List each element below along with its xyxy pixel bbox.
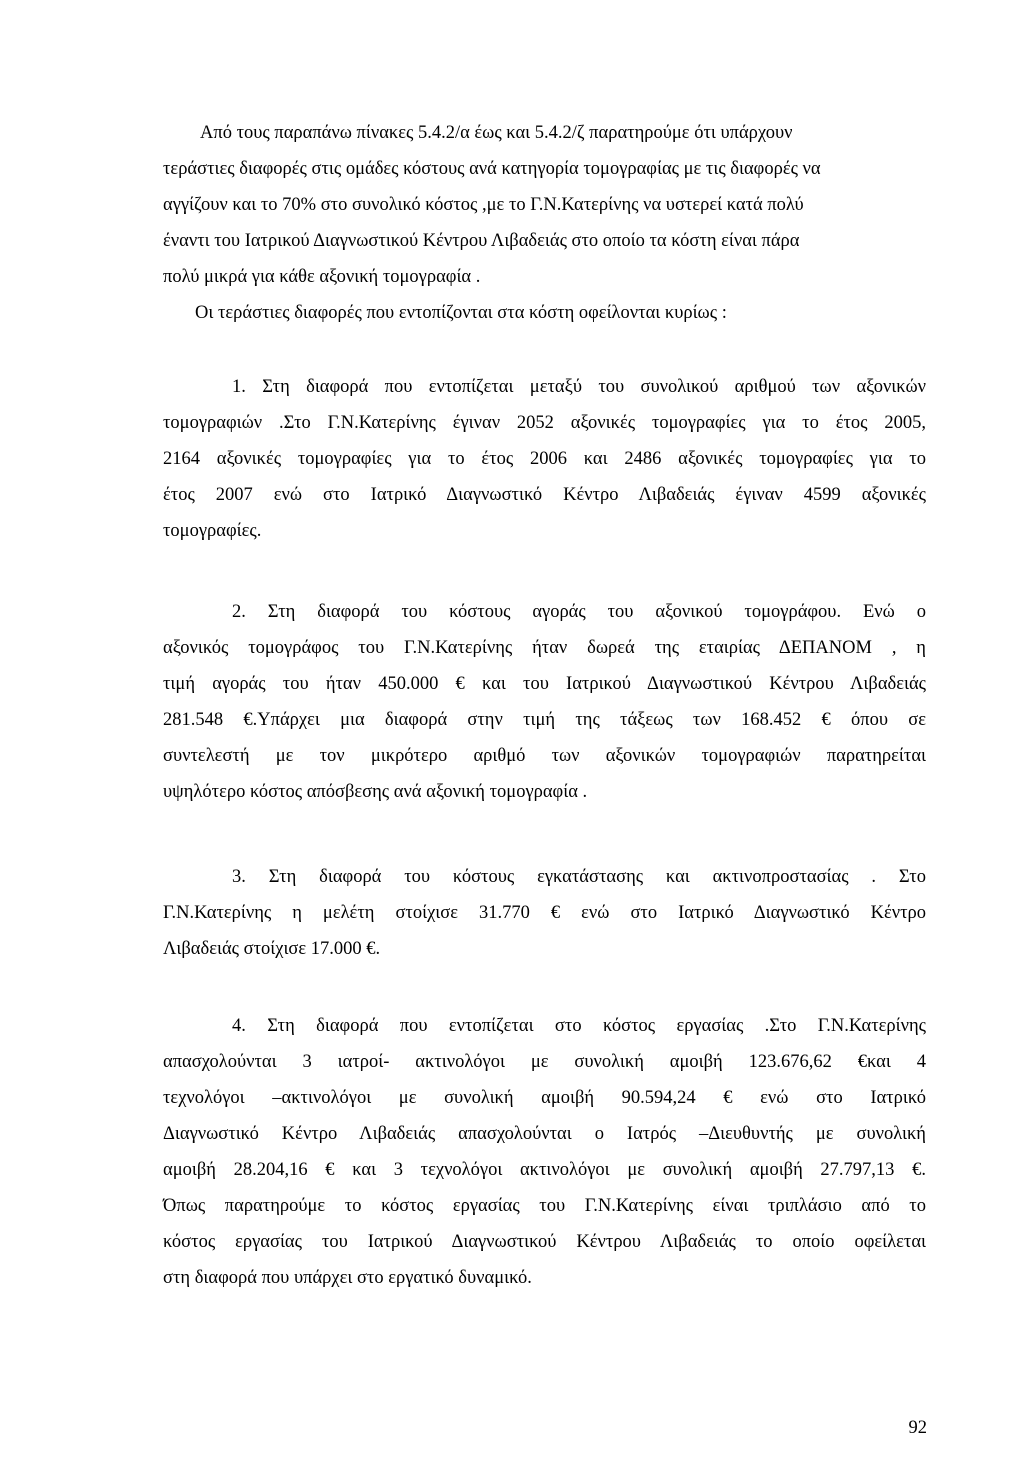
list-item-line: συντελεστή με τον μικρότερο αριθμό των αξονικών τομογραφιών παρατηρείται (163, 746, 926, 766)
list-item-line: 4. Στη διαφορά που εντοπίζεται στο κόστος εργασίας .Στο Γ.Ν.Κατερίνης (232, 1016, 926, 1036)
list-item-line: 3. Στη διαφορά του κόστους εγκατάστασης και ακτινοπροστασίας . Στο (232, 867, 926, 887)
list-item-line: τομογραφιών .Στο Γ.Ν.Κατερίνης έγιναν 2052 αξονικές τομογραφίες για το έτος 2005, (163, 413, 926, 433)
list-item-line: αξονικός τομογράφος του Γ.Ν.Κατερίνης ήταν δωρεά της εταιρίας ΔΕΠΑΝΟΜ , η (163, 638, 926, 658)
page-number: 92 (908, 1418, 927, 1438)
intro-line: τεράστιες διαφορές στις ομάδες κόστους ανά κατηγορία τομογραφίας με τις διαφορές να (163, 159, 821, 179)
list-item-4 (163, 1008, 926, 1296)
list-item-line: κόστος εργασίας του Ιατρικού Διαγνωστικού Κέντρου Λιβαδειάς το οποίο οφείλεται (163, 1232, 926, 1252)
list-item-line: 2. Στη διαφορά του κόστους αγοράς του αξονικού τομογράφου. Ενώ ο (232, 602, 926, 622)
intro-subheading: Οι τεράστιες διαφορές που εντοπίζονται στα κόστη οφείλονται κυρίως : (195, 303, 727, 323)
list-item-3 (163, 859, 926, 967)
list-item-line: 2164 αξονικές τομογραφίες για το έτος 2006 και 2486 αξονικές τομογραφίες για το (163, 449, 926, 469)
list-item-line: έτος 2007 ενώ στο Ιατρικό Διαγνωστικό Κέντρο Λιβαδειάς έγιναν 4599 αξονικές (163, 485, 926, 505)
intro-line: πολύ μικρά για κάθε αξονική τομογραφία . (163, 267, 481, 287)
list-item-2 (163, 594, 926, 810)
list-item-line: στη διαφορά που υπάρχει στο εργατικό δυναμικό. (163, 1268, 532, 1288)
list-item-line: απασχολούνται 3 ιατροί- ακτινολόγοι με συνολική αμοιβή 123.676,62 €και 4 (163, 1052, 926, 1072)
list-item-line: αμοιβή 28.204,16 € και 3 τεχνολόγοι ακτινολόγοι με συνολική αμοιβή 27.797,13 €. (163, 1160, 926, 1180)
list-item-line: Όπως παρατηρούμε το κόστος εργασίας του Γ.Ν.Κατερίνης είναι τριπλάσιο από το (163, 1196, 926, 1216)
list-item-line: τεχνολόγοι –ακτινολόγοι με συνολική αμοιβή 90.594,24 € ενώ στο Ιατρικό (163, 1088, 926, 1108)
list-item-line: τιμή αγοράς του ήταν 450.000 € και του Ιατρικού Διαγνωστικού Κέντρου Λιβαδειάς (163, 674, 926, 694)
intro-line: Από τους παραπάνω πίνακες 5.4.2/α έως και 5.4.2/ζ παρατηρούμε ότι υπάρχουν (200, 123, 793, 143)
list-item-1 (163, 369, 926, 549)
list-item-line: 1. Στη διαφορά που εντοπίζεται μεταξύ του συνολικού αριθμού των αξονικών (232, 377, 926, 397)
list-item-line: Διαγνωστικό Κέντρο Λιβαδειάς απασχολούνται ο Ιατρός –Διευθυντής με συνολική (163, 1124, 926, 1144)
intro-line: έναντι του Ιατρικού Διαγνωστικού Κέντρου Λιβαδειάς στο οποίο τα κόστη είναι πάρα (163, 231, 800, 251)
intro-line: αγγίζουν και το 70% στο συνολικό κόστος ,με το Γ.Ν.Κατερίνης να υστερεί κατά πολύ (163, 195, 804, 215)
list-item-line: 281.548 €.Υπάρχει μια διαφορά στην τιμή της τάξεως των 168.452 € όπου σε (163, 710, 926, 730)
list-item-line: Γ.Ν.Κατερίνης η μελέτη στοίχισε 31.770 € ενώ στο Ιατρικό Διαγνωστικό Κέντρο (163, 903, 926, 923)
intro-paragraph (163, 115, 926, 331)
list-item-line: τομογραφίες. (163, 521, 262, 541)
list-item-line: Λιβαδειάς στοίχισε 17.000 €. (163, 939, 381, 959)
list-item-line: υψηλότερο κόστος απόσβεσης ανά αξονική τομογραφία . (163, 782, 588, 802)
